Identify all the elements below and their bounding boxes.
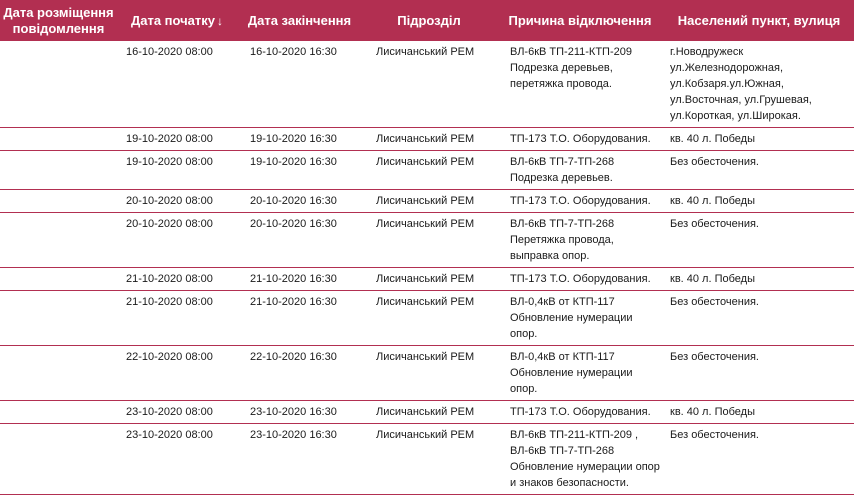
table-row	[0, 346, 854, 401]
reason-cell: ВЛ-6кВ ТП-211-КТП-209 Подрезка деревьев, перетяжка провода.	[510, 46, 632, 90]
location-cell: Без обесточения.	[670, 296, 759, 308]
location-cell: Без обесточения.	[670, 429, 759, 441]
posted-date-cell	[0, 151, 117, 189]
end-date-cell: 23-10-2020 16:30	[250, 406, 337, 418]
unit-cell: Лисичанський РЕМ	[376, 351, 475, 363]
table-row	[0, 190, 854, 213]
table-row	[0, 41, 854, 128]
column-header-end-date[interactable]	[237, 0, 362, 41]
location-cell: Без обесточения.	[670, 156, 759, 168]
reason-cell: ВЛ-0,4кВ от КТП-117 Обновление нумерации опор.	[510, 351, 633, 395]
location-cell: кв. 40 л. Победы	[670, 406, 755, 418]
posted-date-cell	[0, 291, 117, 345]
column-header-reason[interactable]	[496, 0, 664, 41]
end-date-cell: 21-10-2020 16:30	[250, 296, 337, 308]
column-header-unit[interactable]	[362, 0, 496, 41]
column-header-posted-date[interactable]	[0, 0, 117, 41]
end-date-cell: 23-10-2020 16:30	[250, 429, 337, 441]
posted-date-cell	[0, 346, 117, 400]
end-date-cell: 19-10-2020 16:30	[250, 133, 337, 145]
unit-cell: Лисичанський РЕМ	[376, 406, 475, 418]
location-cell: кв. 40 л. Победы	[670, 195, 755, 207]
reason-cell: ТП-173 Т.О. Оборудования.	[510, 406, 651, 418]
column-header-label: Дата розміщення повідомлення	[3, 4, 114, 36]
column-header-start-date[interactable]	[117, 0, 237, 41]
end-date-cell: 21-10-2020 16:30	[250, 273, 337, 285]
start-date-cell: 23-10-2020 08:00	[126, 406, 213, 418]
location-cell: г.Новодружеск ул.Железнодорожная, ул.Кобзаря.ул.Южная, ул.Восточная, ул.Грушевая, ул.Короткая, ул.Широкая.	[670, 46, 812, 122]
posted-date-cell	[0, 128, 117, 150]
start-date-cell: 21-10-2020 08:00	[126, 296, 213, 308]
posted-date-cell	[0, 213, 117, 267]
unit-cell: Лисичанський РЕМ	[376, 429, 475, 441]
posted-date-cell	[0, 268, 117, 290]
unit-cell: Лисичанський РЕМ	[376, 296, 475, 308]
start-date-cell: 22-10-2020 08:00	[126, 351, 213, 363]
posted-date-cell	[0, 190, 117, 212]
start-date-cell: 16-10-2020 08:00	[126, 46, 213, 58]
start-date-cell: 23-10-2020 08:00	[126, 429, 213, 441]
reason-cell: ТП-173 Т.О. Оборудования.	[510, 273, 651, 285]
location-cell: Без обесточения.	[670, 218, 759, 230]
location-cell: кв. 40 л. Победы	[670, 273, 755, 285]
column-header-label: Причина відключення	[508, 12, 652, 28]
table-row	[0, 128, 854, 151]
location-cell: кв. 40 л. Победы	[670, 133, 755, 145]
start-date-cell: 20-10-2020 08:00	[126, 218, 213, 230]
table-header	[0, 0, 854, 41]
start-date-cell: 20-10-2020 08:00	[126, 195, 213, 207]
reason-cell: ТП-173 Т.О. Оборудования.	[510, 195, 651, 207]
start-date-cell: 21-10-2020 08:00	[126, 273, 213, 285]
unit-cell: Лисичанський РЕМ	[376, 195, 475, 207]
unit-cell: Лисичанський РЕМ	[376, 133, 475, 145]
reason-cell: ТП-173 Т.О. Оборудования.	[510, 133, 651, 145]
table-row	[0, 291, 854, 346]
table-row	[0, 424, 854, 495]
end-date-cell: 20-10-2020 16:30	[250, 195, 337, 207]
unit-cell: Лисичанський РЕМ	[376, 46, 475, 58]
unit-cell: Лисичанський РЕМ	[376, 273, 475, 285]
posted-date-cell	[0, 41, 117, 127]
arrow-down-icon: ↓	[217, 13, 224, 28]
column-header-label: Дата закінчення	[247, 12, 352, 28]
table-row	[0, 268, 854, 291]
reason-cell: ВЛ-0,4кВ от КТП-117 Обновление нумерации опор.	[510, 296, 633, 340]
column-header-label: Дата початку	[130, 12, 216, 28]
column-header-label: Підрозділ	[397, 12, 461, 28]
end-date-cell: 22-10-2020 16:30	[250, 351, 337, 363]
table-row	[0, 213, 854, 268]
posted-date-cell	[0, 401, 117, 423]
table-row	[0, 151, 854, 190]
location-cell: Без обесточения.	[670, 351, 759, 363]
reason-cell: ВЛ-6кВ ТП-7-ТП-268 Перетяжка провода, выправка опор.	[510, 218, 615, 262]
end-date-cell: 16-10-2020 16:30	[250, 46, 337, 58]
unit-cell: Лисичанський РЕМ	[376, 218, 475, 230]
reason-cell: ВЛ-6кВ ТП-211-КТП-209 , ВЛ-6кВ ТП-7-ТП-268 Обновление нумерации опор и знаков безопасности.	[510, 429, 660, 489]
table-body	[0, 41, 854, 495]
start-date-cell: 19-10-2020 08:00	[126, 156, 213, 168]
column-header-location[interactable]	[664, 0, 854, 41]
table-row	[0, 401, 854, 424]
column-header-label: Населений пункт, вулиця	[677, 12, 841, 28]
start-date-cell: 19-10-2020 08:00	[126, 133, 213, 145]
unit-cell: Лисичанський РЕМ	[376, 156, 475, 168]
posted-date-cell	[0, 424, 117, 494]
reason-cell: ВЛ-6кВ ТП-7-ТП-268 Подрезка деревьев.	[510, 156, 615, 184]
end-date-cell: 19-10-2020 16:30	[250, 156, 337, 168]
end-date-cell: 20-10-2020 16:30	[250, 218, 337, 230]
